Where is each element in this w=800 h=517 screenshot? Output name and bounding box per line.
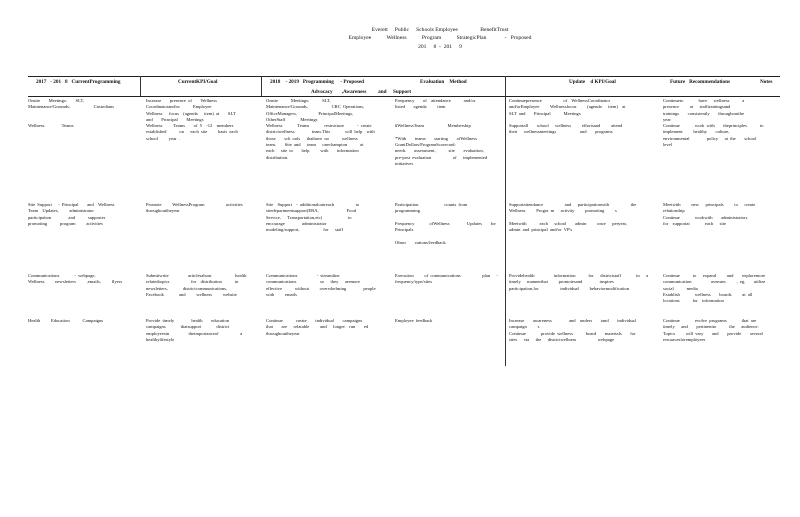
column-header-updated-kpi: Update d KPI/Goal <box>569 79 616 85</box>
document-title-line3: 201 8 - 201 9 <box>418 44 462 50</box>
document-title-line2: Employee Wellness Program StrategicPlan - Proposed <box>348 35 532 41</box>
column-divider <box>261 76 262 96</box>
table-cell-current-kpi: Increase presence of Wellness Coordinatorand/or Employee Wellness focus (agenda item) at SLT and Principal Meetings Wellness Teams of 5 -12 members established on each site basis each school year . <box>146 98 238 141</box>
table-cell-updated-kpi: Supportattendance and participationwith the Wellness Progra m activity promoting s Meetwith each school admin once peryear, admin and principal and/or VP's <box>509 202 637 233</box>
table-header-rule <box>28 96 780 97</box>
table-cell-evaluation: Employee feedback <box>395 318 433 323</box>
column-header-proposed: 2018 - 2019 Programming - Proposed <box>270 79 365 85</box>
column-subheader-proposed: Advocacy ,Awareness and Support <box>311 89 412 95</box>
table-cell-current-kpi: Provide timely health education campaigns thatsupport district employeesin theimportanceof a healthylifestyle <box>146 318 243 342</box>
table-cell-updated-kpi: Providehealth information for districtstaff in a timely mannerthat promotesand inspires participation,for individual behaviormodification <box>509 273 649 291</box>
column-header-notes: Notes <box>760 79 773 85</box>
table-cell-current-kpi: Promote WellnessProgram activities throughouttheyear <box>146 202 243 214</box>
column-header-future: Future Recommendations <box>670 79 730 85</box>
table-cell-current: Site Support - Principal and Wellness Team Updates, administrator participation and supporter promoting program activities <box>28 202 115 226</box>
table-cell-proposed: Onsite Meetings: SLT, Maintenance/Grounds, CRC Operations, OfficeManagers, PrincipalMeetings, OtherStaff Meetings Wellness Teams restructure - create districtwellness team.This will help with those sch ools thathave no wellness team. Site and team onechampion at each site to help with information distribution. <box>266 98 375 160</box>
table-cell-evaluation: Execution of communications plan - frequency/type/sites <box>395 273 499 285</box>
table-cell-evaluation: Participation counts from programming Frequency ofWellness Updates for Principals Obser vations/feedback <box>395 202 496 245</box>
table-cell-future: Continueto have wellness a presence at stafftrainingsand trainings consistently throughoutthe year Continue work with theprinciples to implement healthy culture, environmental policy at the school level <box>663 98 764 148</box>
table-cell-current: Communications - webpage, Wellness newsletters ,emails, flyers <box>28 273 123 285</box>
table-cell-future: Continue evolve programs that are timely and pertinentto the audience. Topics will vary and provide several resourcesforemployees <box>663 318 763 342</box>
table-cell-proposed: Communications - streamline communications so they aremore effective without overwhelming people with emails <box>266 273 376 297</box>
table-cell-proposed: Continue create individual campaigns that are relatable and longer run ed throughouttheyear <box>266 318 369 336</box>
column-header-current: 2017 - 201 8 CurrentProgramming <box>36 79 121 85</box>
column-divider <box>505 76 506 366</box>
table-cell-updated-kpi: Increase awareness and unders tand individual campaign s Continue provide wellness board materials for sites via the districtwellness webpage <box>509 318 636 342</box>
table-cell-current: Health Education Campaigns <box>28 318 104 323</box>
table-cell-current: Onsite Meetings: SLT, Maintenance/Grounds, Custodians Wellness Teams <box>28 98 115 129</box>
table-cell-updated-kpi: Continuepresence of WellnessCoordinator and/orEmployee Wellnessfocus (agenda item) at SLT and Principal Meetings Supportall school wellness effortsand attend their wellnessmeetings and programs <box>509 98 626 135</box>
column-divider <box>140 76 141 96</box>
column-header-evaluation: Evaluation Method <box>420 79 467 85</box>
table-cell-current-kpi: Submitwrite articlesabout health relatedtopics for distribution in newsletters, districtcommunications, Facebook and wellness website <box>146 273 247 297</box>
table-cell-future: Meetwith new principals to create relationship Continue workwith administrators for supportat each site <box>663 202 756 226</box>
column-header-current-kpi: CurrentKPI/Goal <box>178 79 218 85</box>
document-title-line1: Everett Public Schools Employee BenefitTrust <box>371 27 509 33</box>
table-cell-evaluation: Frequency of attendance and/or listed agenda item #WellnessTeam Membership *With teams starting ofWellness GrantDollars/ProgramScorecard: needs assessment, site evaluation, pre-post evaluation of implemented initiatives <box>395 98 488 166</box>
table-cell-proposed: Site Support - additionaloutreach to sitedepartmentsupport(ERA, Food Service, Transportation,etc) to encourage administrator modeling/support, for staff <box>266 202 360 233</box>
table-cell-future: Continue to expand and exploremore communication avenues , eg, utilize social media Establish wellness boards at all locations for information <box>663 273 766 304</box>
